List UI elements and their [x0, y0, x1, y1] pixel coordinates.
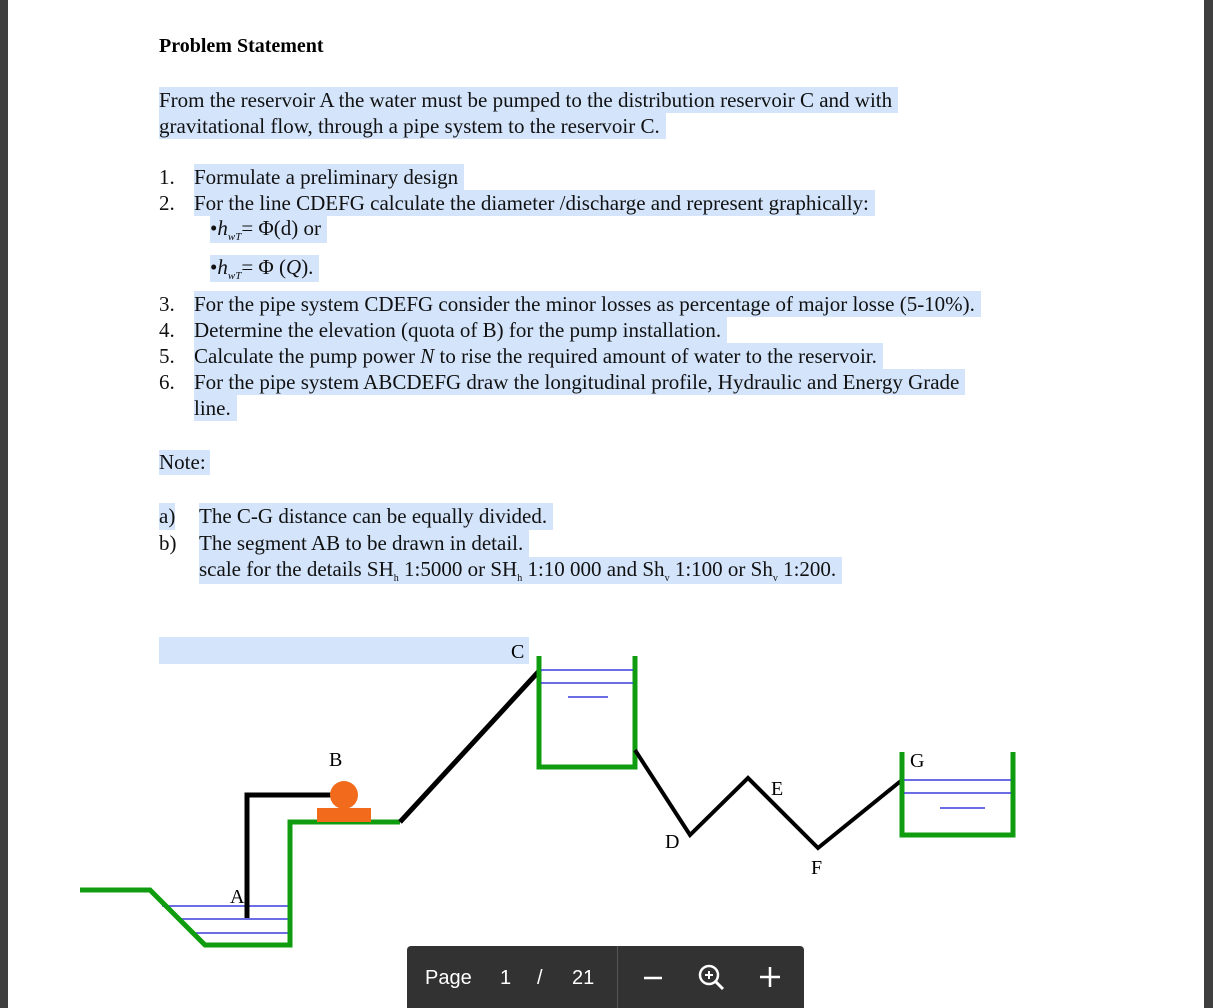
fit-zoom-button[interactable]	[694, 960, 728, 994]
list-text: The segment AB to be drawn in detail.	[199, 530, 529, 557]
toolbar-divider	[617, 946, 618, 1008]
label-f: F	[811, 857, 823, 879]
note-heading: Note:	[159, 450, 210, 475]
zoom-out-button[interactable]	[636, 960, 670, 994]
label-g: G	[910, 750, 925, 772]
zoom-in-button[interactable]	[753, 960, 787, 994]
list-number: 4.	[159, 318, 175, 342]
label-b: B	[329, 749, 343, 771]
list-number: 5.	[159, 344, 175, 368]
list-text: Calculate the pump power N to rise the required amount of water to the reservoir.	[194, 343, 883, 369]
list-number: 2.	[159, 191, 175, 215]
list-text: Determine the elevation (quota of B) for the pump installation.	[194, 317, 727, 343]
reservoir-g-water	[904, 780, 1011, 808]
total-pages: 21	[572, 967, 595, 989]
list-text: For the line CDEFG calculate the diameter /discharge and represent graphically:	[194, 190, 875, 216]
scale-text: scale for the details $SH_h$ 1:5000 or $SH_h$ 1:10 000 and $Sh_v$ 1:100 or $Sh_v$ 1:200.	[199, 557, 842, 584]
current-page-input[interactable]: 1	[500, 967, 512, 989]
list-number: 6.	[159, 370, 175, 394]
list-letter: b)	[159, 531, 177, 555]
reservoir-c-water	[541, 670, 633, 697]
list-text: The C-G distance can be equally divided.	[199, 503, 553, 530]
plus-icon	[753, 960, 787, 994]
list-number: 1.	[159, 165, 175, 189]
list-number: 3.	[159, 292, 175, 316]
formula-2: $•h_{wT}= \Phi$ (Q).	[210, 255, 319, 282]
label-e: E	[771, 778, 784, 800]
formula-1: $•h_{wT}= \Phi(d)$ or	[210, 216, 327, 243]
list-letter: a)	[159, 504, 176, 528]
minus-icon	[636, 960, 670, 994]
page-title: Problem Statement	[159, 35, 324, 57]
list-text: For the pipe system CDEFG consider the minor losses as percentage of major losse (5-10%).	[194, 291, 981, 317]
label-c: C	[511, 641, 525, 663]
intro-line-1: From the reservoir A the water must be pumped to the distribution reservoir C and with	[159, 87, 898, 113]
pump-icon	[330, 781, 358, 809]
label-a: A	[230, 886, 245, 908]
page-label: Page	[425, 967, 472, 989]
list-text: For the pipe system ABCDEFG draw the longitudinal profile, Hydraulic and Energy Grade	[194, 369, 965, 395]
list-text: line.	[194, 395, 237, 421]
page-separator: /	[537, 967, 543, 989]
zoom-magnifier-icon	[694, 960, 728, 994]
label-d: D	[665, 831, 680, 853]
reservoir-c-walls	[539, 656, 635, 767]
list-text: Formulate a preliminary design	[194, 164, 464, 190]
ground-reservoir-a	[80, 822, 400, 945]
discharge-pipe	[400, 670, 540, 822]
intro-line-2: gravitational flow, through a pipe system to the reservoir C.	[159, 113, 666, 139]
pdf-toolbar	[407, 946, 804, 1008]
pump-base	[317, 808, 371, 822]
